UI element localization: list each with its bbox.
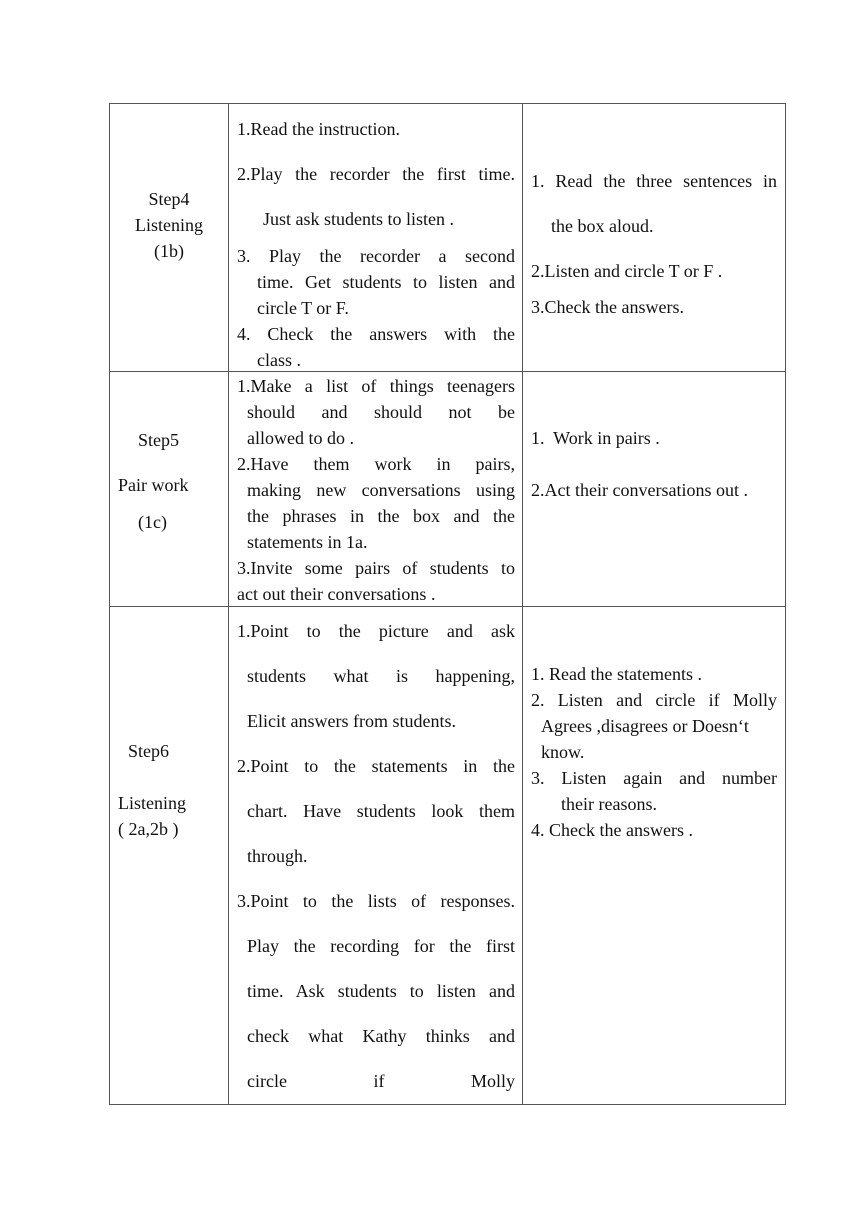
activity-label: Listening — [135, 215, 203, 235]
activity-label: Listening — [118, 793, 186, 813]
teacher-activity-cell — [229, 372, 523, 607]
activity-ref: (1c) — [138, 512, 167, 532]
text-line: their reasons. — [561, 794, 657, 814]
text-line: 1. Read the statements . — [531, 664, 702, 684]
text-line: statements in 1a. — [247, 532, 368, 552]
text-line: 4. Check the answers . — [531, 820, 693, 840]
text-line: 1. Work in pairs . — [531, 428, 660, 448]
table-row — [110, 607, 786, 1105]
activity-label: Pair work — [118, 475, 189, 495]
text-line: circle if Molly — [247, 1071, 515, 1091]
text-line: the box aloud. — [551, 216, 654, 236]
text-line: making new conversations using — [247, 480, 515, 500]
text-line: should and should not be — [247, 402, 515, 422]
text-line: time. Get students to listen and — [257, 272, 515, 292]
activity-ref: (1b) — [154, 241, 184, 261]
text-line: 1.Point to the picture and ask — [237, 621, 515, 641]
step-label: Step5 — [138, 430, 180, 450]
teacher-activity-cell — [229, 104, 523, 372]
teacher-activity-cell — [229, 607, 523, 1105]
text-line: Just ask students to listen . — [263, 209, 455, 229]
step-label: Step6 — [128, 741, 170, 761]
text-line: class . — [257, 350, 301, 370]
text-line: 1.Make a list of things teenagers — [237, 376, 515, 396]
text-line: know. — [541, 742, 585, 762]
text-line: 3.Point to the lists of responses. — [237, 891, 515, 911]
text-line: 4. Check the answers with the — [237, 324, 515, 344]
text-line: 1. Read the three sentences in — [531, 171, 777, 191]
text-line: 2.Act their conversations out . — [531, 480, 748, 500]
table-row — [110, 104, 786, 372]
text-line: 2.Point to the statements in the — [237, 756, 515, 776]
text-line: act out their conversations . — [237, 584, 436, 604]
text-line: 3.Check the answers. — [531, 297, 684, 317]
student-activity-cell — [523, 607, 786, 1105]
step-label: Step4 — [148, 189, 190, 209]
text-line: the phrases in the box and the — [247, 506, 515, 526]
text-line: 3. Listen again and number — [531, 768, 777, 788]
activity-ref: ( 2a,2b ) — [118, 819, 179, 839]
text-line: 2. Listen and circle if Molly — [531, 690, 777, 710]
lesson-plan-table — [109, 103, 786, 1105]
text-line: allowed to do . — [247, 428, 354, 448]
text-line: time. Ask students to listen and — [247, 981, 515, 1001]
student-activity-cell — [523, 372, 786, 607]
text-line: Elicit answers from students. — [247, 711, 456, 731]
table-row — [110, 372, 786, 607]
text-line: 2.Listen and circle T or F . — [531, 261, 723, 281]
text-line: Play the recording for the first — [247, 936, 515, 956]
text-line: through. — [247, 846, 308, 866]
step-cell — [110, 372, 229, 607]
step-cell — [110, 607, 229, 1105]
text-line: 2.Play the recorder the first time. — [237, 164, 515, 184]
student-activity-cell — [523, 104, 786, 372]
text-line: students what is happening, — [247, 666, 515, 686]
text-line: 1.Read the instruction. — [237, 119, 400, 139]
step-cell — [110, 104, 229, 372]
text-line: 2.Have them work in pairs, — [237, 454, 515, 474]
text-line: check what Kathy thinks and — [247, 1026, 515, 1046]
text-line: 3. Play the recorder a second — [237, 246, 515, 266]
text-line: Agrees ,disagrees or Doesn‘t — [541, 716, 749, 736]
text-line: chart. Have students look them — [247, 801, 515, 821]
text-line: circle T or F. — [257, 298, 349, 318]
text-line: 3.Invite some pairs of students to — [237, 558, 515, 578]
